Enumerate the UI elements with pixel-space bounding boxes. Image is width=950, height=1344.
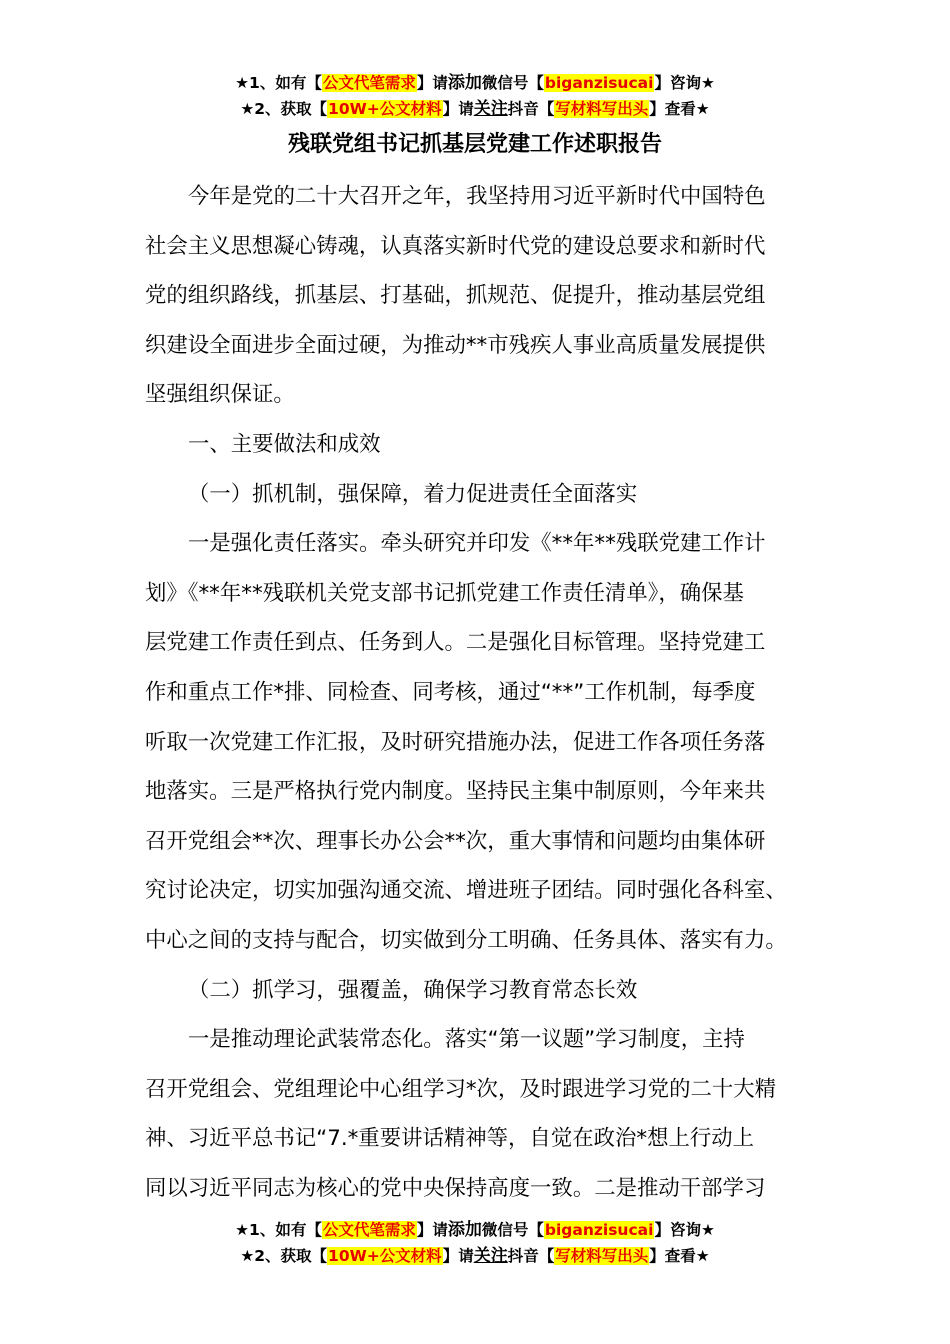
text-line: 召开党组会**次、理事长办公会**次，重大事情和问题均由集体研 <box>145 828 766 854</box>
banner-highlight: 公文代笔需求 <box>322 74 416 92</box>
banner-text: 】请 <box>416 74 448 92</box>
text-line: 层党建工作责任到点、任务到人。二是强化目标管理。坚持党建工 <box>145 630 766 656</box>
banner-text: 】咨询★ <box>654 74 715 92</box>
banner-text: ★2、获取【 <box>240 100 328 118</box>
document-body <box>145 172 825 1213</box>
banner-emphasis: 添加 <box>447 73 482 93</box>
text-line: 划》《**年**残联机关党支部书记抓党建工作责任清单》，确保基 <box>145 580 744 606</box>
banner-line-1 <box>0 1217 950 1243</box>
banner-highlight: 写材料写出头 <box>555 100 649 118</box>
banner-emphasis: 关注 <box>473 1246 508 1266</box>
text-line: 听取一次党建工作汇报，及时研究措施办法，促进工作各项任务落 <box>145 729 766 755</box>
subsection-heading: （一）抓机制，强保障，着力促进责任全面落实 <box>188 481 638 507</box>
banner-text: ★2、获取【 <box>240 1247 328 1265</box>
text-line: 地落实。三是严格执行党内制度。坚持民主集中制原则，今年来共 <box>145 779 766 805</box>
text-line: 召开党组会、党组理论中心组学习*次，及时跟进学习党的二十大精 <box>145 1076 777 1102</box>
text-line: 今年是党的二十大召开之年，我坚持用习近平新时代中国特色 <box>188 184 766 209</box>
banner-text: ★1、如有【 <box>235 74 322 92</box>
banner-text: 】请 <box>442 100 474 118</box>
text-line: 一是强化责任落实。牵头研究并印发《**年**残联党建工作计 <box>188 531 766 557</box>
banner-highlight: 公文代笔需求 <box>322 1221 416 1239</box>
text-line: 社会主义思想凝心铸魂，认真落实新时代党的建设总要求和新时代 <box>145 233 766 259</box>
banner-line-2 <box>0 1243 950 1269</box>
banner-highlight: 写材料写出头 <box>555 1247 649 1265</box>
banner-text: 】请 <box>442 1247 474 1265</box>
banner-line-2 <box>0 96 950 122</box>
banner-highlight: 10W+公文材料 <box>328 100 442 118</box>
section-heading: 一、主要做法和成效 <box>188 431 381 457</box>
text-line: 一是推动理论武装常态化。落实“第一议题”学习制度，主持 <box>188 1027 745 1053</box>
banner-text: 】咨询★ <box>654 1221 715 1239</box>
banner-text: 微信号【 <box>481 1221 544 1239</box>
subsection-heading: （二）抓学习，强覆盖，确保学习教育常态长效 <box>188 977 638 1003</box>
header-banner <box>0 70 950 122</box>
banner-emphasis: 添加 <box>447 1220 482 1240</box>
text-line: 作和重点工作*排、同检查、同考核，通过“**”工作机制，每季度 <box>145 679 756 705</box>
banner-text: 】请 <box>416 1221 448 1239</box>
banner-highlight: biganzisucai <box>544 74 654 92</box>
banner-text: 微信号【 <box>481 74 544 92</box>
banner-text: 】查看★ <box>649 1247 710 1265</box>
footer-banner <box>0 1217 950 1269</box>
banner-text: ★1、如有【 <box>235 1221 322 1239</box>
banner-text: 抖音【 <box>507 100 555 118</box>
banner-emphasis: 关注 <box>473 99 508 119</box>
text-line: 织建设全面进步全面过硬，为推动**市残疾人事业高质量发展提供 <box>145 332 766 358</box>
text-line: 神、习近平总书记“7.*重要讲话精神等，自觉在政治*想上行动上 <box>145 1126 755 1152</box>
text-line: 党的组织路线，抓基层、打基础，抓规范、促提升，推动基层党组 <box>145 283 766 309</box>
banner-line-1 <box>0 70 950 96</box>
banner-text: 抖音【 <box>507 1247 555 1265</box>
banner-highlight: biganzisucai <box>544 1221 654 1239</box>
text-line: 究讨论决定，切实加强沟通交流、增进班子团结。同时强化各科室、 <box>145 878 787 904</box>
text-line: 同以习近平同志为核心的党中央保持高度一致。二是推动干部学习 <box>145 1175 766 1201</box>
text-line: 坚强组织保证。 <box>145 382 295 408</box>
banner-highlight: 10W+公文材料 <box>328 1247 442 1265</box>
document-title: 残联党组书记抓基层党建工作述职报告 <box>287 132 662 157</box>
text-line: 中心之间的支持与配合，切实做到分工明确、任务具体、落实有力。 <box>145 927 787 953</box>
banner-text: 】查看★ <box>649 100 710 118</box>
